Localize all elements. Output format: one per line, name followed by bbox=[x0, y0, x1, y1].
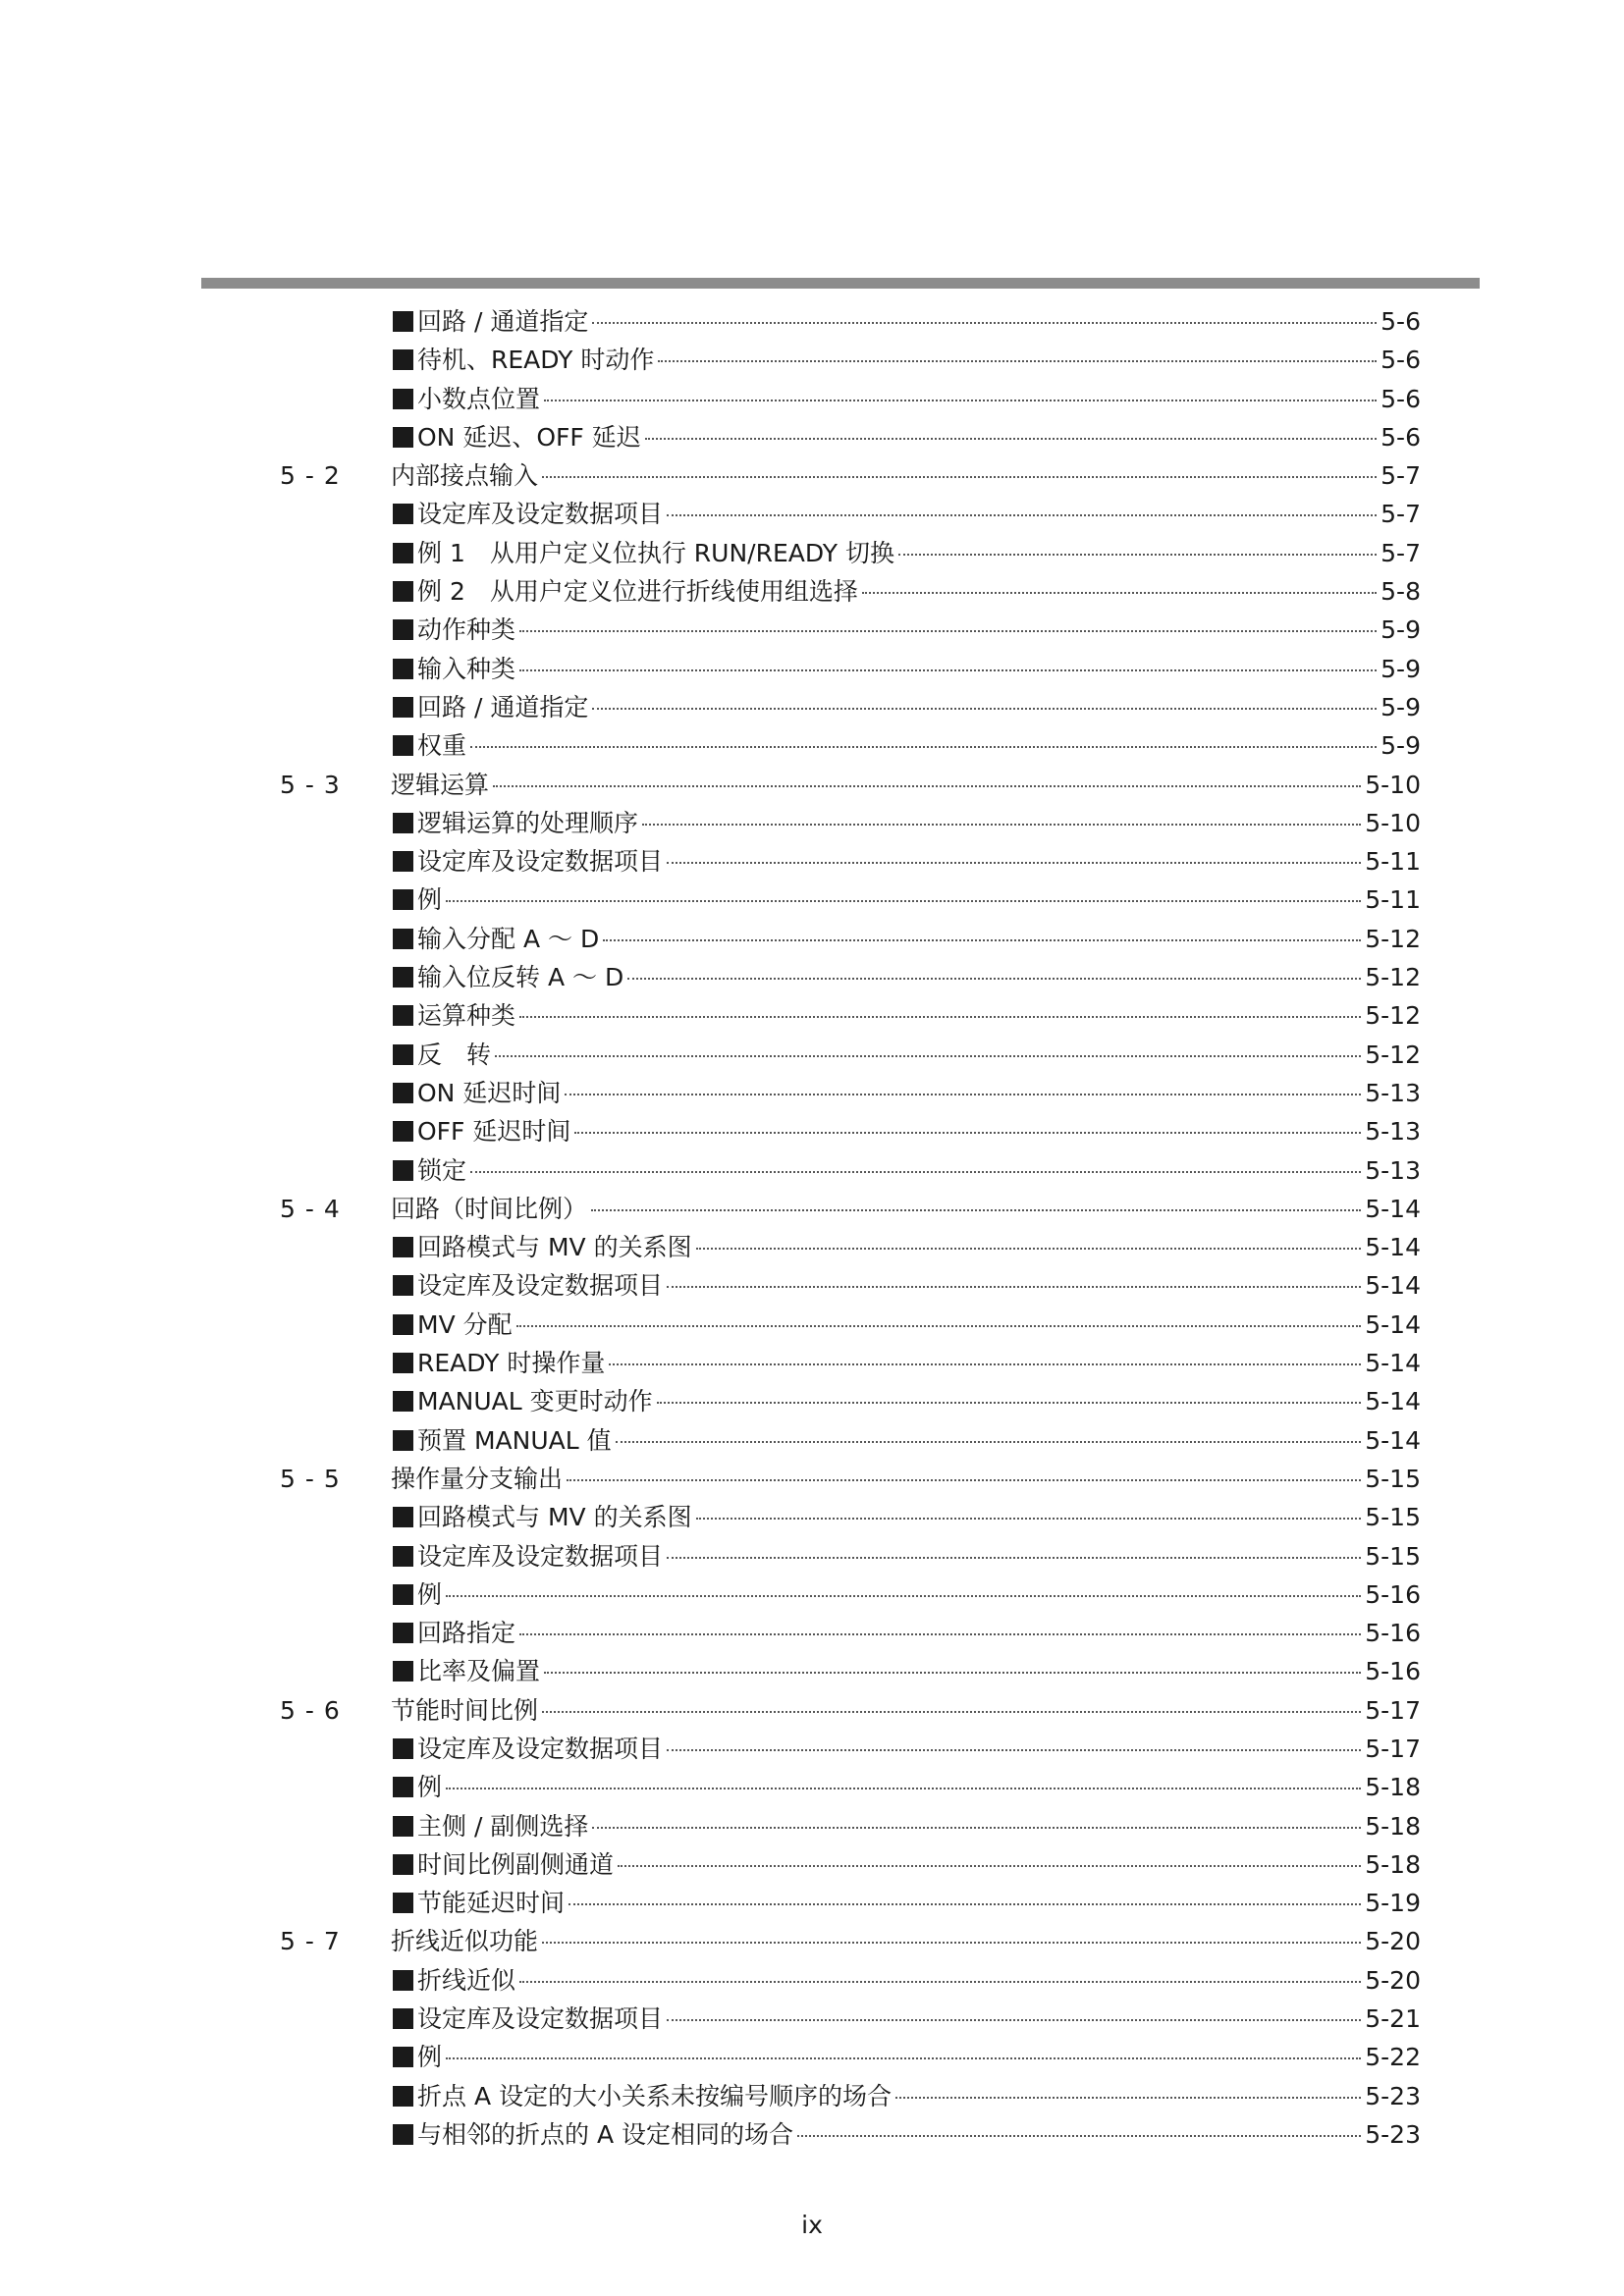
entry-title: 设定库及设定数据项目 bbox=[417, 2004, 664, 2034]
entry-title: 设定库及设定数据项目 bbox=[417, 847, 664, 877]
entry-title: 回路 / 通道指定 bbox=[417, 307, 589, 336]
entry-page-number: 5-14 bbox=[1365, 1233, 1421, 1262]
toc-entry-line bbox=[393, 1730, 1421, 1768]
dot-leader bbox=[667, 1749, 1361, 1751]
entry-page-number: 5-21 bbox=[1365, 2004, 1421, 2034]
toc-entry-line bbox=[393, 1344, 1421, 1382]
entry-title: 与相邻的折点的 A 设定相同的场合 bbox=[417, 2119, 793, 2149]
toc-entry-line bbox=[393, 1614, 1421, 1652]
toc-subentry[interactable] bbox=[0, 341, 1624, 379]
square-bullet-icon bbox=[393, 1546, 413, 1567]
dot-leader bbox=[574, 1132, 1361, 1134]
dot-leader bbox=[592, 322, 1377, 324]
toc-section[interactable] bbox=[0, 766, 1624, 804]
toc-entry-line bbox=[393, 1112, 1421, 1150]
dot-leader bbox=[568, 1903, 1361, 1905]
toc-subentry[interactable] bbox=[0, 1575, 1624, 1614]
entry-page-number: 5-10 bbox=[1365, 770, 1421, 799]
toc-entry-line bbox=[393, 1228, 1421, 1266]
entry-page-number: 5-23 bbox=[1365, 2081, 1421, 2110]
entry-page-number: 5-13 bbox=[1365, 1078, 1421, 1107]
dot-leader bbox=[446, 2057, 1361, 2059]
entry-title: 折线近似 bbox=[417, 1965, 516, 1995]
entry-title: 例 2 从用户定义位进行折线使用组选择 bbox=[417, 577, 858, 607]
toc-entry-line bbox=[391, 456, 1421, 495]
entry-page-number: 5-15 bbox=[1365, 1464, 1421, 1493]
toc-subentry[interactable] bbox=[0, 1112, 1624, 1150]
entry-title: 内部接点输入 bbox=[391, 461, 539, 491]
toc-entry-line bbox=[391, 1190, 1421, 1228]
entry-page-number: 5-9 bbox=[1380, 654, 1421, 683]
square-bullet-icon bbox=[393, 1623, 413, 1643]
dot-leader bbox=[519, 1633, 1361, 1635]
dot-leader bbox=[446, 1788, 1361, 1789]
toc-entry-line bbox=[393, 688, 1421, 726]
dot-leader bbox=[544, 1672, 1361, 1674]
entry-page-number: 5-12 bbox=[1365, 924, 1421, 953]
entry-title: 主侧 / 副侧选择 bbox=[417, 1811, 589, 1841]
toc-entry-line bbox=[393, 2038, 1421, 2076]
entry-title: 例 bbox=[417, 1579, 443, 1609]
dot-leader bbox=[470, 1171, 1361, 1173]
entry-page-number: 5-16 bbox=[1365, 1619, 1421, 1648]
square-bullet-icon bbox=[393, 1314, 413, 1335]
entry-page-number: 5-11 bbox=[1365, 847, 1421, 877]
entry-title: 例 1 从用户定义位执行 RUN/READY 切换 bbox=[417, 538, 894, 567]
square-bullet-icon bbox=[393, 619, 413, 640]
toc-subentry[interactable] bbox=[0, 1845, 1624, 1884]
entry-title: 回路模式与 MV 的关系图 bbox=[417, 1503, 692, 1532]
section-number: 5 - 5 bbox=[280, 1464, 341, 1493]
toc-entry-line bbox=[393, 302, 1421, 341]
toc-subentry[interactable] bbox=[0, 804, 1624, 842]
dot-leader bbox=[495, 1055, 1361, 1057]
toc-subentry[interactable] bbox=[0, 842, 1624, 881]
toc-entry-line bbox=[393, 881, 1421, 919]
dot-leader bbox=[493, 785, 1361, 787]
toc-subentry[interactable] bbox=[0, 1382, 1624, 1420]
square-bullet-icon bbox=[393, 1893, 413, 1913]
toc-subentry[interactable] bbox=[0, 2115, 1624, 2154]
entry-title: OFF 延迟时间 bbox=[417, 1117, 571, 1147]
entry-title: 例 bbox=[417, 885, 443, 915]
entry-page-number: 5-16 bbox=[1365, 1657, 1421, 1686]
toc-subentry[interactable] bbox=[0, 1151, 1624, 1190]
entry-page-number: 5-22 bbox=[1365, 2043, 1421, 2072]
toc-subentry[interactable] bbox=[0, 1498, 1624, 1536]
square-bullet-icon bbox=[393, 1237, 413, 1257]
dot-leader bbox=[618, 1865, 1361, 1867]
dot-leader bbox=[667, 1557, 1361, 1559]
toc-entry-line bbox=[393, 1961, 1421, 2000]
entry-title: 回路模式与 MV 的关系图 bbox=[417, 1233, 692, 1262]
dot-leader bbox=[609, 1363, 1361, 1365]
entry-page-number: 5-7 bbox=[1380, 500, 1421, 529]
entry-page-number: 5-23 bbox=[1365, 2119, 1421, 2149]
square-bullet-icon bbox=[393, 1854, 413, 1875]
entry-page-number: 5-15 bbox=[1365, 1503, 1421, 1532]
dot-leader bbox=[519, 1016, 1361, 1018]
entry-title: 比率及偏置 bbox=[417, 1657, 541, 1686]
entry-page-number: 5-18 bbox=[1365, 1773, 1421, 1802]
square-bullet-icon bbox=[393, 1391, 413, 1412]
entry-title: 反 转 bbox=[417, 1040, 492, 1069]
toc-entry-line bbox=[393, 418, 1421, 456]
square-bullet-icon bbox=[393, 389, 413, 409]
toc-entry-line bbox=[393, 1266, 1421, 1305]
toc-entry-line bbox=[393, 341, 1421, 379]
toc-entry-line bbox=[393, 1421, 1421, 1460]
toc-entry-line bbox=[393, 1768, 1421, 1806]
dot-leader bbox=[696, 1518, 1362, 1520]
entry-page-number: 5-11 bbox=[1365, 885, 1421, 915]
toc-subentry[interactable] bbox=[0, 1266, 1624, 1305]
toc-subentry[interactable] bbox=[0, 1344, 1624, 1382]
entry-page-number: 5-6 bbox=[1380, 346, 1421, 375]
dot-leader bbox=[898, 554, 1377, 556]
toc-entry-line bbox=[393, 1845, 1421, 1884]
entry-page-number: 5-14 bbox=[1365, 1271, 1421, 1301]
page-number: ix bbox=[801, 2211, 823, 2239]
toc-subentry[interactable] bbox=[0, 1884, 1624, 1922]
entry-page-number: 5-17 bbox=[1365, 1695, 1421, 1725]
dot-leader bbox=[592, 708, 1377, 710]
toc-entry-line bbox=[393, 1652, 1421, 1690]
toc-entry-line bbox=[393, 1498, 1421, 1536]
header-rule bbox=[201, 278, 1480, 289]
toc-entry-line bbox=[391, 1691, 1421, 1730]
toc-entry-line bbox=[391, 1460, 1421, 1498]
entry-title: 操作量分支输出 bbox=[391, 1464, 564, 1493]
toc-entry-line bbox=[393, 534, 1421, 572]
square-bullet-icon bbox=[393, 1083, 413, 1103]
entry-page-number: 5-14 bbox=[1365, 1194, 1421, 1223]
toc-entry-line bbox=[393, 842, 1421, 881]
square-bullet-icon bbox=[393, 659, 413, 679]
toc-subentry[interactable] bbox=[0, 418, 1624, 456]
dot-leader bbox=[667, 2019, 1361, 2021]
entry-title: READY 时操作量 bbox=[417, 1349, 606, 1378]
toc-entry-line bbox=[393, 1306, 1421, 1344]
square-bullet-icon bbox=[393, 1160, 413, 1181]
toc-subentry[interactable] bbox=[0, 534, 1624, 572]
toc-section[interactable] bbox=[0, 1190, 1624, 1228]
dot-leader bbox=[516, 1325, 1362, 1327]
toc-subentry[interactable] bbox=[0, 1074, 1624, 1112]
toc-entry-line bbox=[393, 1151, 1421, 1190]
entry-title: 设定库及设定数据项目 bbox=[417, 1541, 664, 1571]
toc-subentry[interactable] bbox=[0, 572, 1624, 611]
square-bullet-icon bbox=[393, 929, 413, 949]
entry-page-number: 5-9 bbox=[1380, 731, 1421, 761]
dot-leader bbox=[642, 824, 1361, 826]
toc-subentry[interactable] bbox=[0, 611, 1624, 649]
toc-subentry[interactable] bbox=[0, 1306, 1624, 1344]
square-bullet-icon bbox=[393, 2008, 413, 2029]
entry-page-number: 5-12 bbox=[1365, 1040, 1421, 1069]
toc-subentry[interactable] bbox=[0, 1421, 1624, 1460]
square-bullet-icon bbox=[393, 889, 413, 910]
toc-entry-line bbox=[393, 2077, 1421, 2115]
square-bullet-icon bbox=[393, 697, 413, 718]
square-bullet-icon bbox=[393, 1970, 413, 1991]
square-bullet-icon bbox=[393, 2086, 413, 2107]
entry-page-number: 5-14 bbox=[1365, 1309, 1421, 1339]
entry-page-number: 5-12 bbox=[1365, 1001, 1421, 1031]
toc-subentry[interactable] bbox=[0, 650, 1624, 688]
entry-title: 回路（时间比例） bbox=[391, 1194, 588, 1223]
toc-subentry[interactable] bbox=[0, 2038, 1624, 2076]
entry-page-number: 5-12 bbox=[1365, 963, 1421, 992]
toc-entry-line bbox=[393, 920, 1421, 958]
toc-section[interactable] bbox=[0, 456, 1624, 495]
toc-entry-line bbox=[393, 1884, 1421, 1922]
square-bullet-icon bbox=[393, 543, 413, 563]
entry-page-number: 5-6 bbox=[1380, 422, 1421, 452]
section-number: 5 - 3 bbox=[280, 770, 341, 799]
entry-title: 节能延迟时间 bbox=[417, 1889, 566, 1918]
dot-leader bbox=[696, 1248, 1362, 1250]
entry-title: 预置 MANUAL 值 bbox=[417, 1425, 612, 1455]
toc-subentry[interactable] bbox=[0, 1228, 1624, 1266]
toc-entry-line bbox=[393, 1537, 1421, 1575]
entry-page-number: 5-20 bbox=[1365, 1965, 1421, 1995]
entry-page-number: 5-14 bbox=[1365, 1349, 1421, 1378]
toc-entry-line bbox=[393, 996, 1421, 1035]
dot-leader bbox=[542, 1711, 1361, 1713]
toc-subentry[interactable] bbox=[0, 1036, 1624, 1074]
toc-section[interactable] bbox=[0, 1460, 1624, 1498]
entry-page-number: 5-14 bbox=[1365, 1425, 1421, 1455]
entry-title: 节能时间比例 bbox=[391, 1695, 539, 1725]
entry-title: 设定库及设定数据项目 bbox=[417, 1271, 664, 1301]
toc-subentry[interactable] bbox=[0, 1652, 1624, 1690]
toc-section[interactable] bbox=[0, 1691, 1624, 1730]
dot-leader bbox=[544, 400, 1377, 401]
entry-title: ON 延迟时间 bbox=[417, 1078, 562, 1107]
entry-title: 锁定 bbox=[417, 1155, 467, 1185]
toc-subentry[interactable] bbox=[0, 1730, 1624, 1768]
square-bullet-icon bbox=[393, 813, 413, 833]
dot-leader bbox=[592, 1827, 1361, 1829]
entry-title: MANUAL 变更时动作 bbox=[417, 1387, 653, 1416]
dot-leader bbox=[591, 1209, 1361, 1211]
square-bullet-icon bbox=[393, 851, 413, 872]
square-bullet-icon bbox=[393, 581, 413, 602]
entry-page-number: 5-9 bbox=[1380, 615, 1421, 645]
entry-title: 回路指定 bbox=[417, 1619, 516, 1648]
toc-entry-line bbox=[393, 2115, 1421, 2154]
square-bullet-icon bbox=[393, 1430, 413, 1451]
toc-subentry[interactable] bbox=[0, 996, 1624, 1035]
entry-page-number: 5-8 bbox=[1380, 577, 1421, 607]
entry-page-number: 5-10 bbox=[1365, 808, 1421, 837]
entry-page-number: 5-18 bbox=[1365, 1849, 1421, 1879]
toc-entry-line bbox=[393, 726, 1421, 765]
square-bullet-icon bbox=[393, 1275, 413, 1296]
entry-title: 回路 / 通道指定 bbox=[417, 692, 589, 721]
toc-entry-line bbox=[393, 958, 1421, 996]
entry-title: 动作种类 bbox=[417, 615, 516, 645]
entry-title: 例 bbox=[417, 1773, 443, 1802]
square-bullet-icon bbox=[393, 1777, 413, 1797]
table-of-contents bbox=[0, 302, 1624, 2154]
toc-entry-line bbox=[393, 611, 1421, 649]
entry-page-number: 5-20 bbox=[1365, 1927, 1421, 1956]
dot-leader bbox=[862, 592, 1377, 594]
square-bullet-icon bbox=[393, 1816, 413, 1837]
toc-entry-line bbox=[391, 1922, 1421, 1960]
dot-leader bbox=[797, 2135, 1361, 2137]
dot-leader bbox=[470, 746, 1377, 748]
toc-subentry[interactable] bbox=[0, 726, 1624, 765]
square-bullet-icon bbox=[393, 1584, 413, 1605]
square-bullet-icon bbox=[393, 504, 413, 524]
entry-title: 折线近似功能 bbox=[391, 1927, 539, 1956]
toc-entry-line bbox=[393, 1036, 1421, 1074]
toc-entry-line bbox=[393, 1074, 1421, 1112]
square-bullet-icon bbox=[393, 1661, 413, 1682]
entry-title: 运算种类 bbox=[417, 1001, 516, 1031]
toc-subentry[interactable] bbox=[0, 1537, 1624, 1575]
dot-leader bbox=[603, 939, 1361, 941]
toc-subentry[interactable] bbox=[0, 1768, 1624, 1806]
entry-page-number: 5-7 bbox=[1380, 461, 1421, 491]
entry-title: 时间比例副侧通道 bbox=[417, 1849, 615, 1879]
dot-leader bbox=[657, 1402, 1362, 1404]
toc-entry-line bbox=[393, 380, 1421, 418]
dot-leader bbox=[446, 900, 1361, 902]
toc-entry-line bbox=[393, 572, 1421, 611]
toc-entry-line bbox=[393, 1807, 1421, 1845]
dot-leader bbox=[519, 630, 1377, 632]
section-number: 5 - 4 bbox=[280, 1194, 341, 1223]
entry-title: 待机、READY 时动作 bbox=[417, 346, 655, 375]
entry-title: ON 延迟、OFF 延迟 bbox=[417, 422, 641, 452]
toc-subentry[interactable] bbox=[0, 380, 1624, 418]
entry-title: 输入种类 bbox=[417, 654, 516, 683]
entry-title: 例 bbox=[417, 2043, 443, 2072]
entry-page-number: 5-7 bbox=[1380, 538, 1421, 567]
dot-leader bbox=[567, 1479, 1361, 1481]
square-bullet-icon bbox=[393, 735, 413, 756]
entry-page-number: 5-6 bbox=[1380, 384, 1421, 413]
dot-leader bbox=[519, 669, 1377, 671]
square-bullet-icon bbox=[393, 1005, 413, 1026]
toc-entry-line bbox=[393, 1382, 1421, 1420]
toc-subentry[interactable] bbox=[0, 688, 1624, 726]
toc-entry-line bbox=[393, 2000, 1421, 2038]
square-bullet-icon bbox=[393, 1044, 413, 1065]
toc-section[interactable] bbox=[0, 1922, 1624, 1960]
square-bullet-icon bbox=[393, 2047, 413, 2067]
section-number: 5 - 7 bbox=[280, 1927, 341, 1956]
toc-subentry[interactable] bbox=[0, 2077, 1624, 2115]
square-bullet-icon bbox=[393, 311, 413, 332]
dot-leader bbox=[565, 1094, 1361, 1095]
entry-page-number: 5-13 bbox=[1365, 1155, 1421, 1185]
toc-entry-line bbox=[391, 766, 1421, 804]
entry-page-number: 5-14 bbox=[1365, 1387, 1421, 1416]
entry-page-number: 5-16 bbox=[1365, 1579, 1421, 1609]
entry-title: 输入位反转 A ～ D bbox=[417, 963, 624, 992]
dot-leader bbox=[667, 1286, 1361, 1288]
entry-page-number: 5-15 bbox=[1365, 1541, 1421, 1571]
toc-subentry[interactable] bbox=[0, 2000, 1624, 2038]
dot-leader bbox=[616, 1441, 1362, 1443]
square-bullet-icon bbox=[393, 349, 413, 370]
dot-leader bbox=[627, 978, 1361, 980]
entry-page-number: 5-17 bbox=[1365, 1734, 1421, 1763]
square-bullet-icon bbox=[393, 967, 413, 988]
entry-title: 小数点位置 bbox=[417, 384, 541, 413]
toc-subentry[interactable] bbox=[0, 302, 1624, 341]
entry-page-number: 5-19 bbox=[1365, 1889, 1421, 1918]
entry-title: MV 分配 bbox=[417, 1309, 513, 1339]
entry-page-number: 5-13 bbox=[1365, 1117, 1421, 1147]
square-bullet-icon bbox=[393, 1738, 413, 1759]
entry-page-number: 5-9 bbox=[1380, 692, 1421, 721]
entry-title: 逻辑运算的处理顺序 bbox=[417, 808, 639, 837]
toc-subentry[interactable] bbox=[0, 1614, 1624, 1652]
toc-subentry[interactable] bbox=[0, 881, 1624, 919]
entry-page-number: 5-18 bbox=[1365, 1811, 1421, 1841]
section-number: 5 - 2 bbox=[280, 461, 341, 491]
dot-leader bbox=[667, 862, 1361, 864]
entry-title: 逻辑运算 bbox=[391, 770, 490, 799]
dot-leader bbox=[446, 1595, 1361, 1597]
dot-leader bbox=[658, 360, 1377, 362]
square-bullet-icon bbox=[393, 1507, 413, 1527]
dot-leader bbox=[542, 476, 1377, 478]
dot-leader bbox=[645, 438, 1377, 440]
entry-title: 设定库及设定数据项目 bbox=[417, 500, 664, 529]
square-bullet-icon bbox=[393, 1353, 413, 1373]
dot-leader bbox=[895, 2097, 1361, 2099]
entry-title: 折点 A 设定的大小关系未按编号顺序的场合 bbox=[417, 2081, 892, 2110]
toc-subentry[interactable] bbox=[0, 495, 1624, 533]
dot-leader bbox=[667, 514, 1377, 516]
entry-title: 输入分配 A ～ D bbox=[417, 924, 600, 953]
entry-page-number: 5-6 bbox=[1380, 307, 1421, 336]
square-bullet-icon bbox=[393, 1121, 413, 1142]
toc-entry-line bbox=[393, 804, 1421, 842]
square-bullet-icon bbox=[393, 2124, 413, 2145]
toc-entry-line bbox=[393, 495, 1421, 533]
square-bullet-icon bbox=[393, 427, 413, 448]
entry-title: 权重 bbox=[417, 731, 467, 761]
entry-title: 设定库及设定数据项目 bbox=[417, 1734, 664, 1763]
toc-subentry[interactable] bbox=[0, 1807, 1624, 1845]
toc-subentry[interactable] bbox=[0, 1961, 1624, 2000]
toc-entry-line bbox=[393, 1575, 1421, 1614]
section-number: 5 - 6 bbox=[280, 1695, 341, 1725]
toc-subentry[interactable] bbox=[0, 920, 1624, 958]
toc-entry-line bbox=[393, 650, 1421, 688]
toc-subentry[interactable] bbox=[0, 958, 1624, 996]
dot-leader bbox=[542, 1942, 1361, 1944]
dot-leader bbox=[519, 1981, 1361, 1983]
